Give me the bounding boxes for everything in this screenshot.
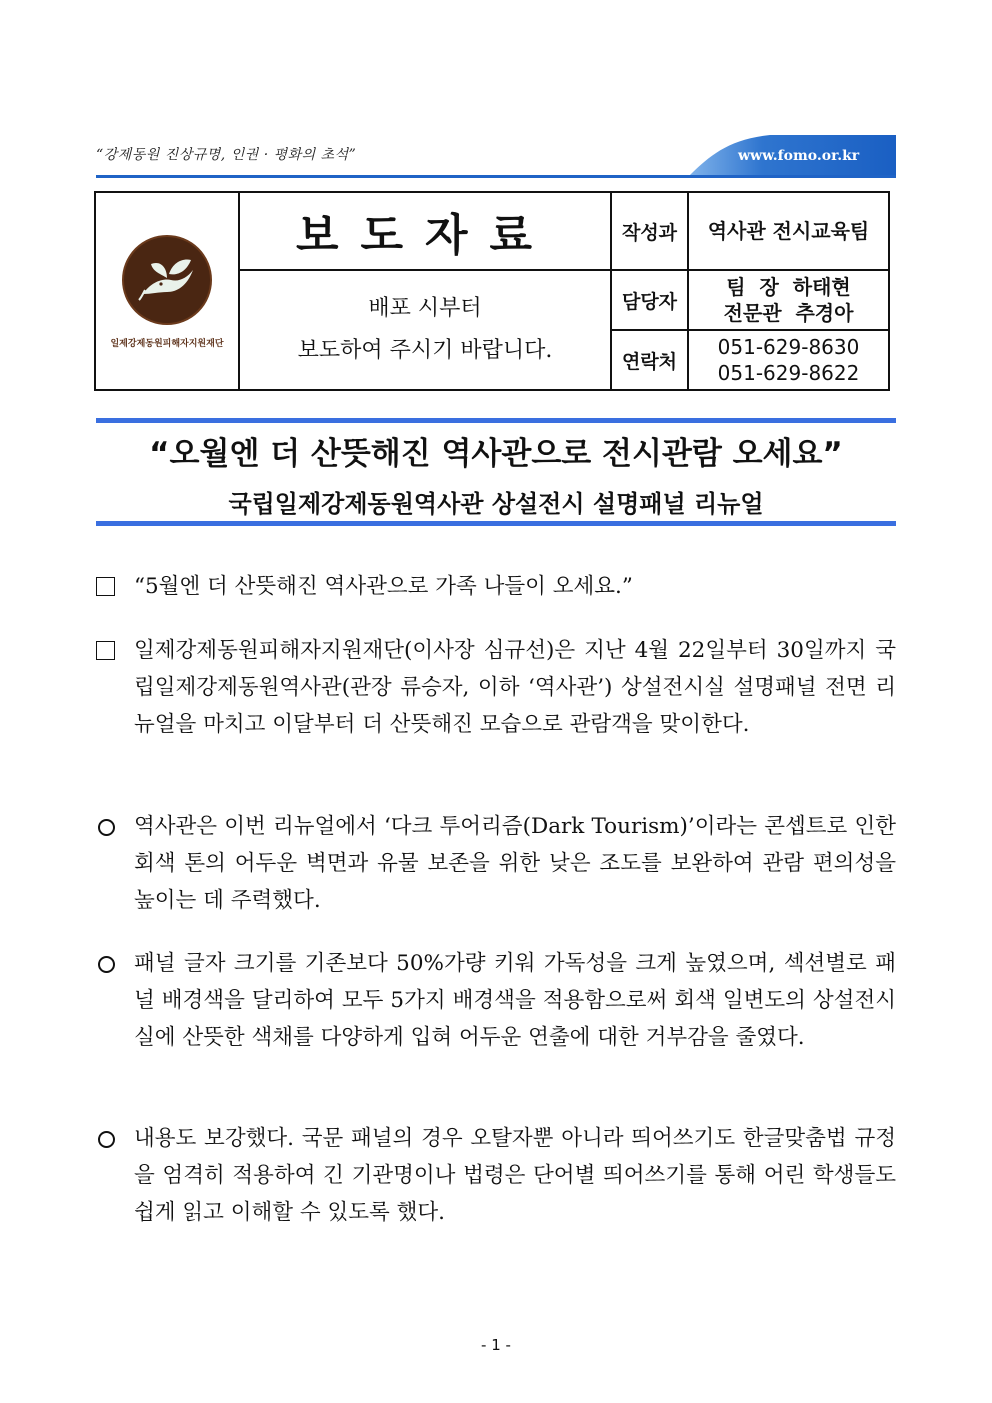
header-slogan: “강제동원 진상규명, 인권 · 평화의 초석”: [96, 147, 357, 163]
sub-headline: 국립일제강제동원역사관 상설전시 설명패널 리뉴얼: [228, 490, 764, 518]
logo-cell: [95, 192, 239, 390]
list-item: [96, 632, 896, 743]
logo-caption: 일제강제동원피해자지원재단: [110, 338, 224, 349]
paragraph-text: 역사관은 이번 리뉴얼에서 ‘다크 투어리즘(Dark Tourism)’이라는 콘셉트로 인한 회색 톤의 어두운 벽면과 유물 보존을 위한 낮은 조도를 보완하여 관람 편의성을 높이는 데 주력했다.: [134, 814, 896, 913]
checkbox-bullet-icon: [96, 568, 122, 608]
paragraph-text: “5월엔 더 산뜻해진 역사관으로 가족 나들이 오세요.”: [134, 574, 633, 599]
row-label-contact-person: 담당자: [611, 270, 688, 330]
main-headline: “오월엔 더 산뜻해진 역사관으로 전시관람 오세요”: [149, 436, 843, 472]
headline-bottom-rule: [96, 521, 896, 526]
press-release-title: 보도자료: [239, 192, 611, 270]
list-item: [96, 1120, 896, 1231]
website-url[interactable]: www.fomo.or.kr: [738, 148, 860, 164]
author-dept-value: 역사관 전시교육팀: [707, 219, 870, 243]
phone-1: 051-629-8630: [717, 335, 860, 359]
paragraph-text: 내용도 보강했다. 국문 패널의 경우 오탈자뿐 아니라 띄어쓰기도 한글맞춤법 규정을 엄격히 적용하여 긴 기관명이나 법령은 단어별 띄어쓰기를 통해 어린 학생들도 쉽게 읽고 이해할 수 있도록 했다.: [134, 1126, 896, 1225]
embargo-line-1: 배포 시부터: [368, 296, 482, 321]
contact-person-1: 팀 장 하태현: [726, 275, 851, 299]
list-item: [96, 808, 896, 919]
contact-person-2: 전문관 추경아: [723, 301, 854, 325]
circle-bullet-icon: [96, 1120, 122, 1160]
press-info-table: [94, 191, 890, 391]
row-value-contact-person: [688, 270, 889, 330]
header-divider: [96, 175, 896, 178]
row-label-author-dept: 작성과: [611, 192, 688, 270]
embargo-notice: [239, 270, 611, 390]
phone-2: 051-629-8622: [717, 361, 860, 385]
row-value-author-dept: [688, 192, 889, 270]
paragraph-text: 패널 글자 크기를 기존보다 50%가량 키워 가독성을 크게 높였으며, 섹션별로 패널 배경색을 달리하여 모두 5가지 배경색을 적용함으로써 회색 일변도의 상설전시실에 산뜻한 색채를 다양하게 입혀 어두운 연출에 대한 거부감을 줄였다.: [134, 951, 896, 1050]
page-number: - 1 -: [481, 1336, 511, 1354]
row-label-phone: 연락처: [611, 330, 688, 390]
circle-bullet-icon: [96, 945, 122, 985]
list-item: [96, 945, 896, 1056]
paragraph-text: 일제강제동원피해자지원재단(이사장 심규선)은 지난 4월 22일부터 30일까지 국립일제강제동원역사관(관장 류승자, 이하 ‘역사관’) 상설전시실 설명패널 전면 리뉴얼을 마치고 이달부터 더 산뜻해진 모습으로 관람객을 맞이한다.: [134, 638, 896, 737]
row-value-phone: [688, 330, 889, 390]
embargo-line-2: 보도하여 주시기 바랍니다.: [297, 338, 553, 363]
list-item: [96, 568, 896, 605]
checkbox-bullet-icon: [96, 632, 122, 672]
headline-top-rule: [96, 418, 896, 423]
dove-leaf-emblem-icon: [121, 234, 213, 326]
circle-bullet-icon: [96, 808, 122, 848]
